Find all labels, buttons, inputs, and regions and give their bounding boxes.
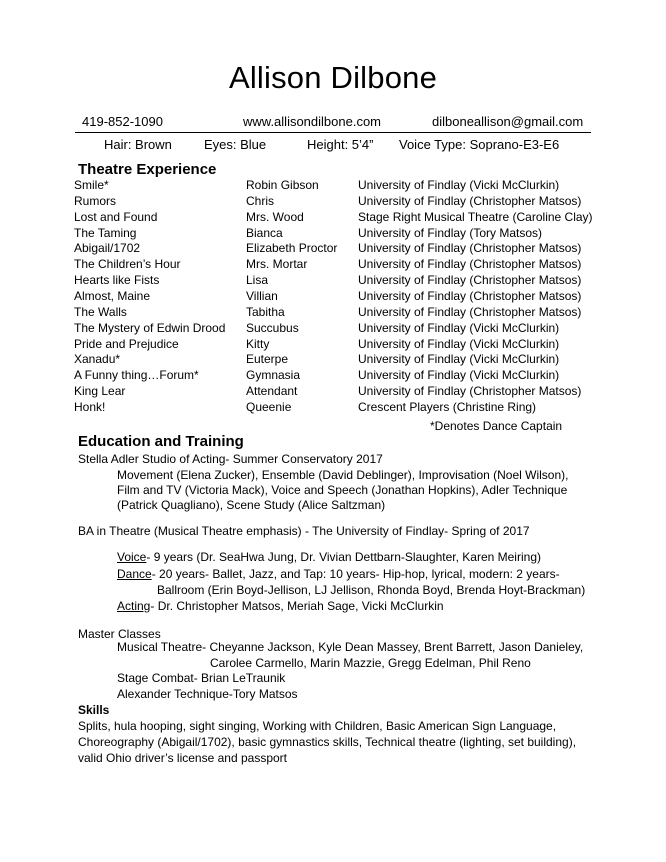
- eye-color: Eyes: Blue: [204, 137, 267, 152]
- skills-line: Splits, hula hooping, sight singing, Working with Children, Basic American Sign Language,: [78, 719, 557, 733]
- venue-director: University of Findlay (Christopher Matsos): [358, 304, 582, 319]
- dance-captain-footnote: *Denotes Dance Captain: [430, 419, 563, 433]
- dance-label: Dance: [117, 567, 152, 581]
- master-classes-title: Master Classes: [78, 627, 161, 641]
- role-name: Lisa: [246, 273, 269, 288]
- role-name: Bianca: [246, 225, 283, 240]
- venue-director: University of Findlay (Vicki McClurkin): [358, 368, 560, 383]
- dance-detail-continued: Ballroom (Erin Boyd-Jellison, LJ Jellison, Rhonda Boyd, Brenda Hoyt-Brackman): [157, 583, 586, 597]
- role-name: Kitty: [246, 336, 270, 351]
- venue-director: Stage Right Musical Theatre (Caroline Clay): [358, 209, 593, 224]
- venue-director: University of Findlay (Vicki McClurkin): [358, 320, 560, 335]
- skills-line: Choreography (Abigail/1702), basic gymnastics skills, Technical theatre (lighting, set building),: [78, 735, 577, 749]
- stella-adler-line: Movement (Elena Zucker), Ensemble (David Deblinger), Improvisation (Noel Wilson),: [117, 468, 569, 482]
- acting-label: Acting: [117, 599, 151, 613]
- venue-director: University of Findlay (Christopher Matsos): [358, 273, 582, 288]
- voice-detail: - 9 years (Dr. SeaHwa Jung, Dr. Vivian Dettbarn-Slaughter, Karen Meiring): [146, 550, 541, 564]
- show-title: Pride and Prejudice: [74, 336, 179, 351]
- dance-detail: - 20 years- Ballet, Jazz, and Tap: 10 years- Hip-hop, lyrical, modern: 2 years-: [151, 567, 560, 581]
- alexander-technique-class: Alexander Technique-Tory Matsos: [117, 687, 298, 701]
- venue-director: University of Findlay (Vicki McClurkin): [358, 352, 560, 367]
- show-title: Hearts like Fists: [74, 273, 160, 288]
- venue-director: University of Findlay (Christopher Matsos): [358, 241, 582, 256]
- voice-type: Voice Type: Soprano-E3-E6: [399, 137, 560, 152]
- theatre-row: [0, 210, 666, 226]
- venue-director: University of Findlay (Tory Matsos): [358, 225, 543, 240]
- role-name: Villian: [246, 288, 278, 303]
- phone-number: 419-852-1090: [82, 114, 163, 129]
- show-title: Honk!: [74, 399, 106, 414]
- header-divider: [75, 132, 591, 133]
- education-heading: Education and Training: [78, 433, 244, 450]
- skills-heading: Skills: [78, 703, 110, 717]
- musical-theatre-classes-continued: Carolee Carmello, Marin Mazzie, Gregg Edelman, Phil Reno: [210, 656, 531, 670]
- theatre-row: [0, 241, 666, 257]
- theatre-row: [0, 257, 666, 273]
- stella-adler-title: Stella Adler Studio of Acting- Summer Conservatory 2017: [78, 452, 383, 466]
- stella-adler-line: (Patrick Quagliano), Scene Study (Alice Saltzman): [117, 498, 386, 512]
- voice-training: [117, 549, 541, 565]
- theatre-row: [0, 305, 666, 321]
- theatre-row: [0, 321, 666, 337]
- ba-degree: BA in Theatre (Musical Theatre emphasis) - The University of Findlay- Spring of 2017: [78, 524, 530, 538]
- show-title: The Children’s Hour: [74, 257, 181, 272]
- role-name: Euterpe: [246, 352, 289, 367]
- theatre-row: [0, 273, 666, 289]
- theatre-row: [0, 400, 666, 416]
- role-name: Robin Gibson: [246, 178, 319, 192]
- venue-director: University of Findlay (Christopher Matsos): [358, 257, 582, 272]
- role-name: Attendant: [246, 384, 298, 399]
- height: Height: 5’4”: [307, 137, 374, 152]
- acting-detail: - Dr. Christopher Matsos, Meriah Sage, Vicki McClurkin: [150, 599, 444, 613]
- show-title: Lost and Found: [74, 209, 158, 224]
- applicant-name: Allison Dilbone: [228, 60, 438, 95]
- theatre-row: [0, 368, 666, 384]
- voice-label: Voice: [117, 550, 147, 564]
- skills-line: valid Ohio driver’s license and passport: [78, 751, 287, 765]
- musical-theatre-classes: Musical Theatre- Cheyanne Jackson, Kyle Dean Massey, Brent Barrett, Jason Danieley,: [117, 640, 584, 654]
- theatre-row: [0, 384, 666, 400]
- show-title: Rumors: [74, 193, 117, 208]
- show-title: A Funny thing…Forum*: [74, 368, 199, 383]
- role-name: Tabitha: [246, 304, 285, 319]
- role-name: Succubus: [246, 320, 299, 335]
- website-link[interactable]: www.allisondilbone.com: [243, 114, 382, 129]
- role-name: Elizabeth Proctor: [246, 241, 338, 256]
- role-name: Gymnasia: [246, 368, 301, 383]
- show-title: Almost, Maine: [74, 288, 151, 303]
- dance-training: [117, 566, 560, 582]
- stage-combat-class: Stage Combat- Brian LeTraunik: [117, 671, 286, 685]
- venue-director: University of Findlay (Christopher Matsos): [358, 288, 582, 303]
- venue-director: University of Findlay (Vicki McClurkin): [358, 178, 560, 192]
- role-name: Mrs. Wood: [246, 209, 304, 224]
- venue-director: University of Findlay (Vicki McClurkin): [358, 336, 560, 351]
- role-name: Mrs. Mortar: [246, 257, 308, 272]
- show-title: The Taming: [74, 225, 137, 240]
- show-title: The Walls: [74, 304, 127, 319]
- show-title: Smile*: [74, 178, 109, 192]
- show-title: The Mystery of Edwin Drood: [74, 320, 226, 335]
- theatre-row: [0, 352, 666, 368]
- email-link[interactable]: dilboneallison@gmail.com: [432, 114, 584, 129]
- venue-director: University of Findlay (Christopher Matsos): [358, 384, 582, 399]
- venue-director: University of Findlay (Christopher Matsos): [358, 193, 582, 208]
- role-name: Queenie: [246, 399, 292, 414]
- theatre-row: [0, 337, 666, 353]
- acting-training: [117, 598, 444, 614]
- theatre-row: [0, 178, 666, 194]
- theatre-row: [0, 289, 666, 305]
- hair-color: Hair: Brown: [104, 137, 172, 152]
- venue-director: Crescent Players (Christine Ring): [358, 399, 537, 414]
- show-title: Abigail/1702: [74, 241, 141, 256]
- show-title: Xanadu*: [74, 352, 121, 367]
- show-title: King Lear: [74, 384, 126, 399]
- theatre-heading: Theatre Experience: [78, 161, 217, 178]
- theatre-row: [0, 226, 666, 242]
- theatre-row: [0, 194, 666, 210]
- stella-adler-line: Film and TV (Victoria Mack), Voice and Speech (Jonathan Hopkins), Adler Technique: [117, 483, 568, 497]
- role-name: Chris: [246, 193, 275, 208]
